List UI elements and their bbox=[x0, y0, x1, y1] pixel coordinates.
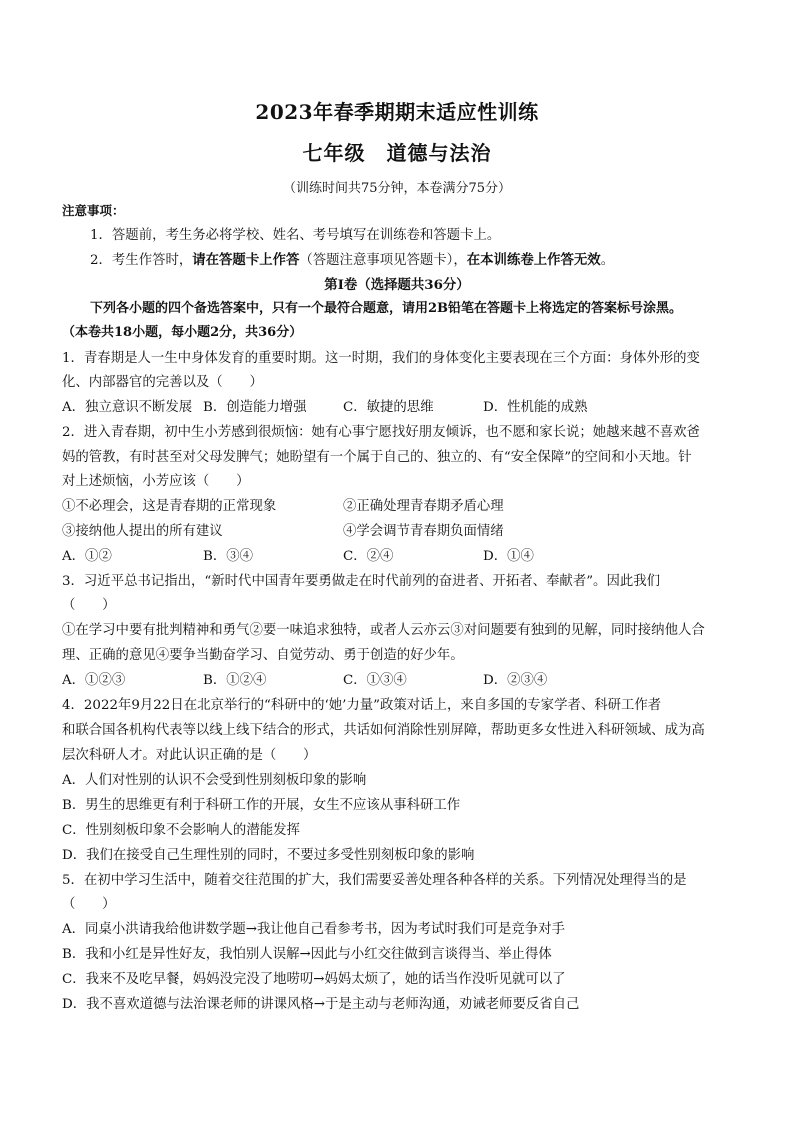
q4-line-2: 和联合国各机构代表等以线上线下结合的形式，共话如何消除性别屏障，帮助更多女性进入科研领域、成为高 bbox=[62, 723, 705, 738]
q1-option-c: C．敏捷的思维 bbox=[343, 400, 434, 415]
q3-option-d: D．②③④ bbox=[483, 673, 548, 688]
q3-option-a: A．①②③ bbox=[62, 673, 126, 688]
q2-statement-3: ③接纳他人提出的所有建议 bbox=[62, 524, 223, 539]
notice-item-2-pre: 2．考生作答时， bbox=[90, 253, 193, 268]
q1-line-2: 化、内部器官的完善以及（ ） bbox=[62, 375, 263, 390]
q3-line-3: ①在学习中要有批判精神和勇气②要一味追求独特，或者人云亦云③对问题要有独到的见解，同时接纳他人合 bbox=[62, 623, 705, 638]
notice-item-2-end: 。 bbox=[600, 253, 615, 268]
q1-option-b: B．创造能力增强 bbox=[203, 400, 307, 415]
notice-item-2-bold2: 在本训练卷上作答无效 bbox=[466, 252, 601, 268]
notice-item-2 bbox=[90, 251, 770, 270]
notice-heading: 注意事项： bbox=[62, 203, 125, 218]
q2-statement-2: ②正确处理青春期矛盾心理 bbox=[343, 499, 504, 514]
notice-item-2-bold: 请在答题卡上作答 bbox=[192, 252, 300, 268]
q5-option-c: C．我来不及吃早餐，妈妈没完没了地唠叨→妈妈太烦了，她的话当作没听见就可以了 bbox=[62, 972, 566, 987]
q5-option-a: A．同桌小洪请我给他讲数学题→我让他自己看参考书，因为考试时我们可是竞争对手 bbox=[62, 922, 565, 937]
q4-option-c: C．性别刻板印象不会影响人的潜能发挥 bbox=[62, 823, 300, 838]
q3-option-b: B．①②④ bbox=[203, 673, 267, 688]
q2-statement-1: ①不必理会，这是青春期的正常现象 bbox=[62, 499, 277, 514]
q1-option-d: D．性机能的成熟 bbox=[483, 400, 588, 415]
q3-line-1: 3．习近平总书记指出，“新时代中国青年要勇做走在时代前列的奋进者、开拓者、奉献者”。因此我们 bbox=[62, 574, 661, 589]
q2-option-d: D．①④ bbox=[483, 549, 534, 564]
q4-option-d: D．我们在接受自己生理性别的同时，不要过多受性别刻板印象的影响 bbox=[62, 848, 475, 863]
q2-option-c: C．②④ bbox=[343, 549, 394, 564]
q2-option-b: B．③④ bbox=[203, 549, 254, 564]
section-instruction: 下列各小题的四个备选答案中，只有一个最符合题意，请用2B铅笔在答题卡上将选定的答案标号涂黑。 bbox=[90, 301, 683, 316]
exam-title: 2023年春季期期末适应性训练 bbox=[255, 100, 539, 124]
q3-option-c: C．①③④ bbox=[343, 673, 407, 688]
q2-line-1: 2．进入青春期，初中生小芳感到很烦恼：她有心事宁愿找好朋友倾诉，也不愿和家长说；她越来越不喜欢爸 bbox=[62, 425, 700, 440]
q4-line-1: 4．2022年9月22日在北京举行的“科研中的‘她’力量”政策对话上，来自多国的专家学者、科研工作者 bbox=[62, 698, 662, 713]
exam-time-note: （训练时间共75分钟，本卷满分75分） bbox=[282, 181, 512, 196]
q1-option-a: A．独立意识不断发展 bbox=[62, 400, 193, 415]
q2-line-3: 对上述烦恼，小芳应该（ ） bbox=[62, 474, 250, 489]
q5-line-2: （ ） bbox=[62, 897, 116, 912]
q2-statement-4: ④学会调节青春期负面情绪 bbox=[343, 524, 504, 539]
exam-subtitle: 七年级 道德与法治 bbox=[302, 141, 492, 165]
notice-item-2-mid: （答题注意事项见答题卡）， bbox=[299, 253, 467, 268]
q2-line-2: 妈的管教，有时甚至对父母发脾气；她盼望有一个属于自己的、独立的、有“安全保障”的空间和小天地。针 bbox=[62, 450, 692, 465]
section-count: （本卷共18小题，每小题2分，共36分） bbox=[62, 325, 303, 340]
q3-line-4: 理、正确的意见④要争当勤奋学习、自觉劳动、勇于创造的好少年。 bbox=[62, 648, 464, 663]
q4-line-3: 层次科研人才。对此认识正确的是（ ） bbox=[62, 748, 317, 763]
q5-option-d: D．我不喜欢道德与法治课老师的讲课风格→于是主动与老师沟通，劝诫老师要反省自己 bbox=[62, 997, 580, 1012]
q4-option-b: B．男生的思维更有利于科研工作的开展，女生不应该从事科研工作 bbox=[62, 798, 461, 813]
notice-item-1: 1．答题前，考生务必将学校、姓名、考号填写在训练卷和答题卡上。 bbox=[90, 228, 501, 243]
q3-line-2: （ ） bbox=[62, 598, 116, 613]
section-title: 第Ⅰ卷（选择题共36分） bbox=[324, 277, 470, 293]
q1-line-1: 1．青春期是人一生中身体发育的重要时期。这一时期，我们的身体变化主要表现在三个方面：身体外形的变 bbox=[62, 351, 700, 366]
q2-option-a: A．①② bbox=[62, 549, 112, 564]
q5-line-1: 5．在初中学习生活中，随着交往范围的扩大，我们需要妥善处理各种各样的关系。下列情况处理得当的是 bbox=[62, 873, 687, 888]
q4-option-a: A．人们对性别的认识不会受到性别刻板印象的影响 bbox=[62, 773, 367, 788]
q5-option-b: B．我和小红是异性好友，我怕别人误解→因此与小红交往做到言谈得当、举止得体 bbox=[62, 947, 552, 962]
